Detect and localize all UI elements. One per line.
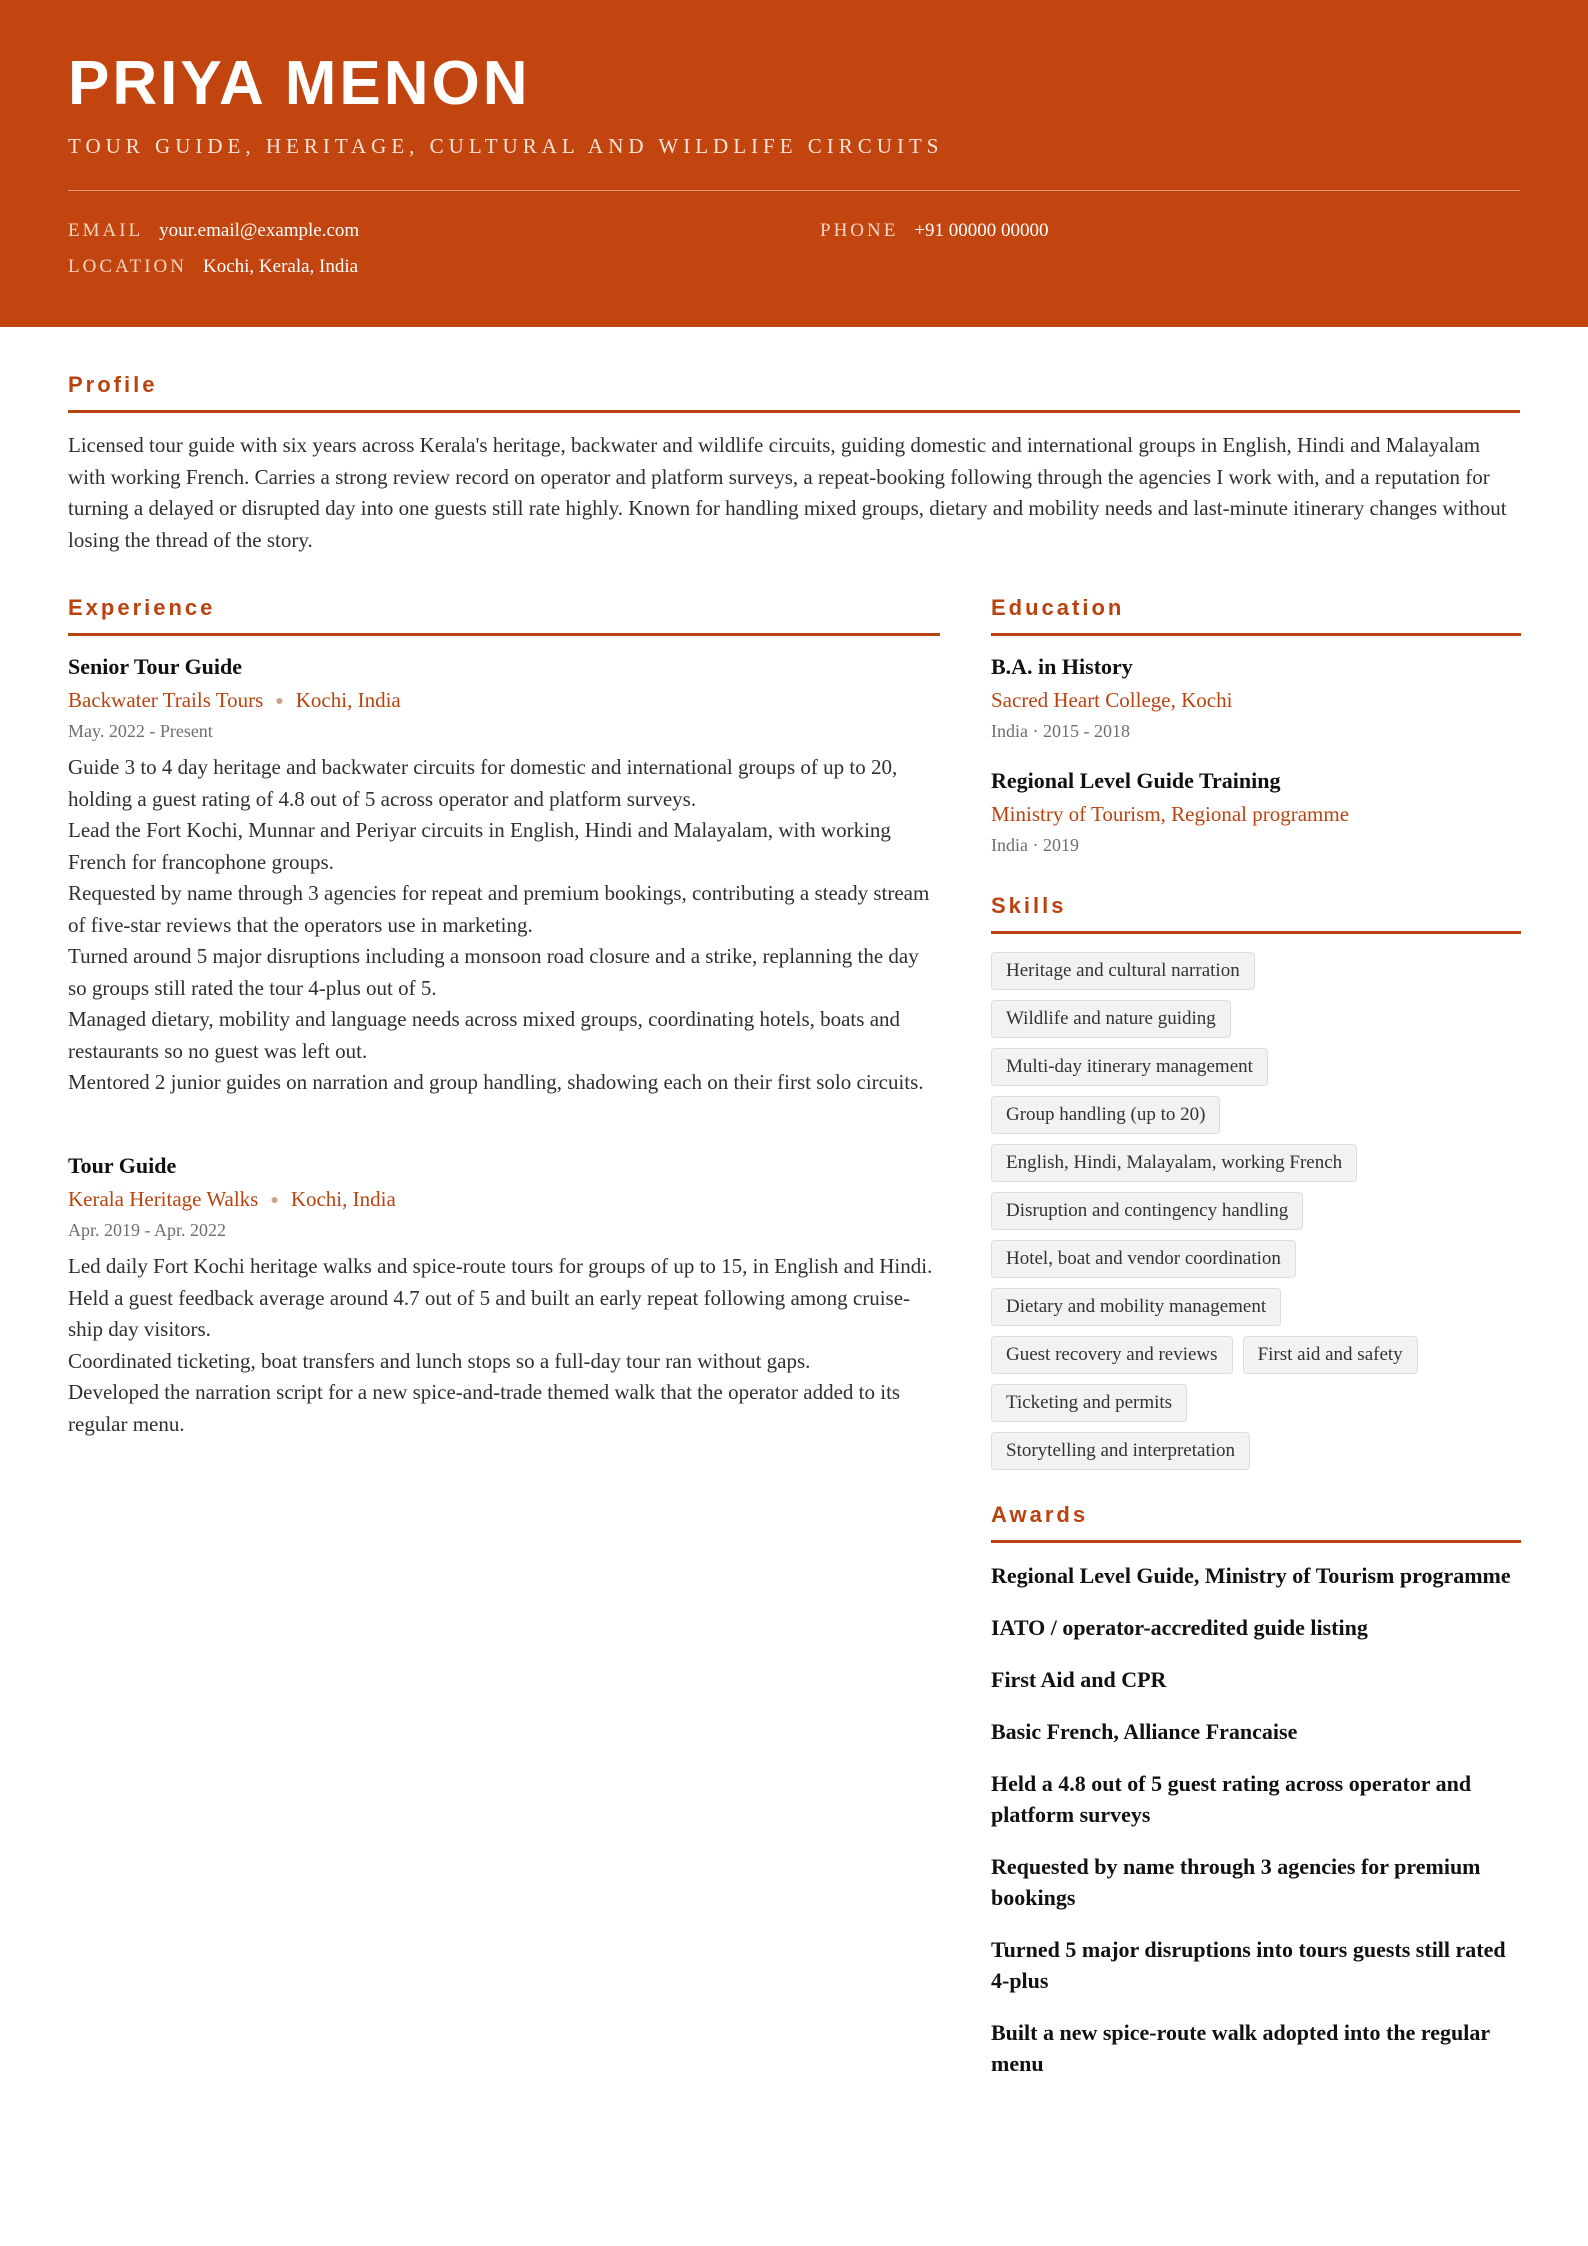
job-company-line xyxy=(68,1185,396,1215)
job-title: Senior Tour Guide xyxy=(68,654,243,679)
job-bullet: Led daily Fort Kochi heritage walks and spice-route tours for groups of up to 15, in English and Hindi. xyxy=(68,1254,933,1278)
skill-chip: Wildlife and nature guiding xyxy=(991,1000,1231,1038)
skill-chip: Heritage and cultural narration xyxy=(991,952,1255,990)
award-item: Turned 5 major disruptions into tours guests still rated 4-plus xyxy=(991,1937,1506,1993)
separator-dot: ● xyxy=(275,694,284,709)
job-company: Kerala Heritage Walks xyxy=(68,1187,259,1211)
contact-email xyxy=(68,219,359,243)
job-bullet: Turned around 5 major disruptions including a monsoon road closure and a strike, replanning the day so groups still rated the tour 4-plus out of 5. xyxy=(68,944,919,1000)
profile-heading: Profile xyxy=(68,372,158,397)
profile-summary: Licensed tour guide with six years across Kerala's heritage, backwater and wildlife circuits, guiding domestic and international groups in English, Hindi and Malayalam with working French. Carries a strong review record on operator and platform surveys, a repeat-booking following through the agencies I work with, and a reputation for turning a delayed or disrupted day into one guests still rate highly. Known for handling mixed groups, dietary and mobility needs and last-minute itinerary changes without losing the thread of the story. xyxy=(68,433,1507,552)
job-bullets xyxy=(68,1251,940,1440)
job-bullet: Guide 3 to 4 day heritage and backwater circuits for domestic and international groups of up to 20, holding a guest rating of 4.8 out of 5 across operator and platform surveys. xyxy=(68,755,898,811)
job-bullet: Requested by name through 3 agencies for repeat and premium bookings, contributing a steady stream of five-star reviews that the operators use in marketing. xyxy=(68,881,930,937)
skill-chip: Ticketing and permits xyxy=(991,1384,1187,1422)
skill-chip: Hotel, boat and vendor coordination xyxy=(991,1240,1296,1278)
job-bullets xyxy=(68,752,940,1099)
award-item: IATO / operator-accredited guide listing xyxy=(991,1615,1368,1640)
awards-rule xyxy=(991,1540,1521,1543)
resume-header xyxy=(0,0,1588,327)
phone-label: PHONE xyxy=(820,220,899,241)
award-item: Requested by name through 3 agencies for premium bookings xyxy=(991,1854,1481,1910)
job-bullet: Coordinated ticketing, boat transfers and lunch stops so a full-day tour ran without gaps. xyxy=(68,1348,811,1373)
experience-rule xyxy=(68,633,940,636)
profile-rule xyxy=(68,410,1520,413)
location-label: LOCATION xyxy=(68,256,187,277)
education-meta: India · 2019 xyxy=(991,835,1079,855)
candidate-name: PRIYA MENON xyxy=(68,49,531,118)
email-value[interactable]: your.email@example.com xyxy=(159,220,360,241)
award-item: First Aid and CPR xyxy=(991,1667,1167,1692)
education-degree: Regional Level Guide Training xyxy=(991,768,1281,793)
skill-chip: First aid and safety xyxy=(1243,1336,1418,1374)
job-bullet: Lead the Fort Kochi, Munnar and Periyar circuits in English, Hindi and Malayalam, with working French for francophone groups. xyxy=(68,818,891,874)
awards-list xyxy=(991,1560,1521,2100)
education-meta: India · 2015 - 2018 xyxy=(991,721,1130,741)
phone-value[interactable]: +91 00000 00000 xyxy=(914,220,1049,241)
separator-dot: ● xyxy=(270,1193,279,1208)
skill-chip: Storytelling and interpretation xyxy=(991,1432,1250,1470)
contact-location xyxy=(68,255,358,279)
job-bullet: Managed dietary, mobility and language needs across mixed groups, coordinating hotels, boats and restaurants so no guest was left out. xyxy=(68,1007,901,1063)
education-rule xyxy=(991,633,1521,636)
skills-list xyxy=(991,952,1521,1480)
education-school: Ministry of Tourism, Regional programme xyxy=(991,802,1350,826)
job-dates: May. 2022 - Present xyxy=(68,721,213,741)
contact-phone xyxy=(820,219,1049,243)
job-bullet: Developed the narration script for a new spice-and-trade themed walk that the operator added to its regular menu. xyxy=(68,1380,901,1436)
job-company: Backwater Trails Tours xyxy=(68,688,264,712)
experience-heading: Experience xyxy=(68,595,216,620)
award-item: Regional Level Guide, Ministry of Tourism programme xyxy=(991,1563,1511,1588)
job-location: Kochi, India xyxy=(290,1187,396,1211)
header-divider xyxy=(68,190,1520,191)
awards-heading: Awards xyxy=(991,1502,1089,1527)
education-heading: Education xyxy=(991,595,1125,620)
job-dates: Apr. 2019 - Apr. 2022 xyxy=(68,1220,227,1240)
skills-rule xyxy=(991,931,1521,934)
skill-chip: English, Hindi, Malayalam, working French xyxy=(991,1144,1357,1182)
skill-chip: Group handling (up to 20) xyxy=(991,1096,1220,1134)
job-bullet: Held a guest feedback average around 4.7 out of 5 and built an early repeat following among cruise-ship day visitors. xyxy=(68,1285,911,1341)
candidate-headline: TOUR GUIDE, HERITAGE, CULTURAL AND WILDLIFE CIRCUITS xyxy=(68,134,944,158)
job-company-line xyxy=(68,686,401,716)
job-location: Kochi, India xyxy=(295,688,401,712)
award-item: Held a 4.8 out of 5 guest rating across operator and platform surveys xyxy=(991,1771,1472,1827)
education-school: Sacred Heart College, Kochi xyxy=(991,688,1233,712)
award-item: Basic French, Alliance Francaise xyxy=(991,1719,1298,1744)
skills-heading: Skills xyxy=(991,893,1067,918)
skill-chip: Guest recovery and reviews xyxy=(991,1336,1233,1374)
education-degree: B.A. in History xyxy=(991,654,1133,679)
job-title: Tour Guide xyxy=(68,1153,177,1178)
job-bullet: Mentored 2 junior guides on narration and group handling, shadowing each on their first solo circuits. xyxy=(68,1070,924,1094)
award-item: Built a new spice-route walk adopted into the regular menu xyxy=(991,2020,1490,2076)
skill-chip: Multi-day itinerary management xyxy=(991,1048,1268,1086)
location-value: Kochi, Kerala, India xyxy=(203,256,359,277)
email-label: EMAIL xyxy=(68,220,144,241)
skill-chip: Disruption and contingency handling xyxy=(991,1192,1303,1230)
skill-chip: Dietary and mobility management xyxy=(991,1288,1281,1326)
